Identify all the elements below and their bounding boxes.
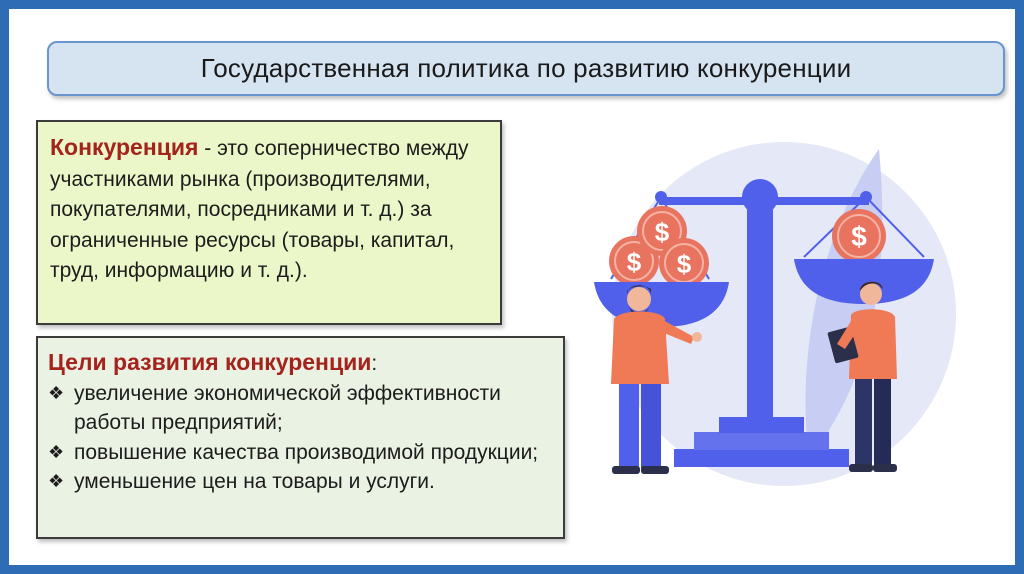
goal-item [48,467,553,497]
scale-base-middle [694,432,829,450]
scale-base-top [719,417,804,433]
goal-item-text: увеличение экономической эффективности работы предприятий; [74,381,501,434]
goals-box [36,336,565,539]
goal-item-text: повышение качества производимой продукции; [74,440,539,464]
definition-box [36,120,502,325]
goal-item [48,379,553,438]
goals-heading-colon: : [371,352,378,375]
coin-symbol: $ [654,217,670,247]
slide-title: Государственная политика по развитию конкуренции [200,53,852,83]
diamond-bullet-icon: ❖ [48,441,65,462]
title-box [47,41,1005,96]
scales-illustration [579,139,1009,499]
coin-symbol: $ [676,249,692,279]
coin-symbol: $ [626,247,642,277]
goals-heading-text: Цели развития конкуренции [48,349,372,375]
goal-item-text: уменьшение цен на товары и услуги. [74,470,435,493]
scale-top-knob [742,179,778,215]
diamond-bullet-icon: ❖ [48,471,65,491]
definition-term: Конкуренция [50,134,199,160]
scale-pillar [747,209,773,419]
definition-text: - это соперничество между участниками рынка (производителями, покупателями, посредниками и т. д.) за ограниченные ресурсы (товары, капитал, труд, информацию и т. д.). [50,137,469,282]
goal-item [48,438,553,468]
coin-symbol: $ [851,221,867,252]
goals-heading [48,346,553,379]
diamond-bullet-icon: ❖ [48,382,65,403]
scale-base-bottom [674,449,849,467]
